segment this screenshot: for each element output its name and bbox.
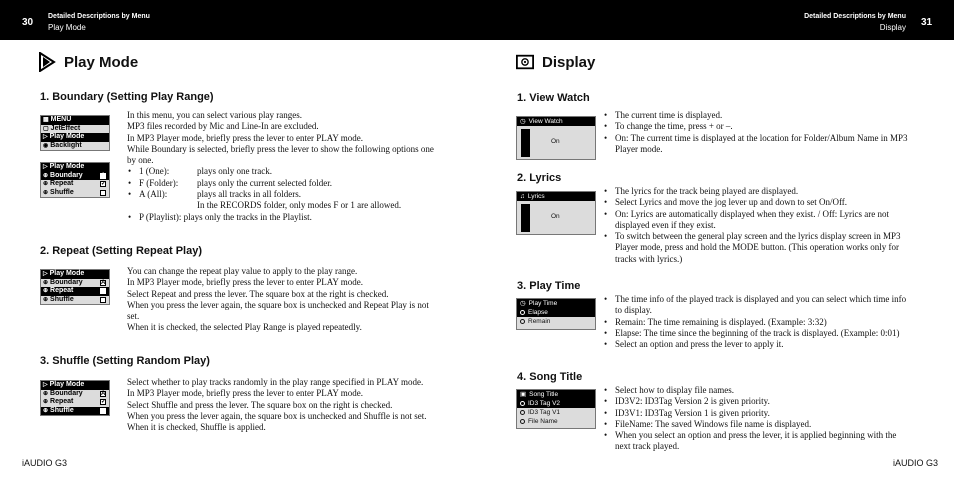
list-item: • ID3V2: ID3Tag Version 2 is given priority. — [603, 396, 913, 407]
paragraph: Select whether to play tracks randomly in the play range specified in PLAY mode. — [127, 377, 424, 387]
play-mode-title — [38, 52, 138, 72]
list-item: • 1 (One): plays only one track. — [127, 166, 437, 177]
list-item: • Remain: The time remaining is displayed. (Example: 3:32) — [603, 317, 913, 328]
song-title-heading: 4. Song Title — [517, 371, 583, 383]
paragraph: In MP3 Player mode, briefly press the lever to enter PLAY mode. — [127, 277, 364, 288]
clock-icon: ◷ — [520, 117, 526, 125]
play-time-screen — [516, 298, 596, 330]
screen-title: ◷ Play Time — [517, 299, 595, 308]
right-footer: iAUDIO G3 — [893, 458, 939, 468]
screen-row: ▢ JetEffect — [43, 124, 81, 132]
display-icon — [516, 52, 534, 72]
screen-bar — [521, 204, 530, 232]
list-item: • Select Lyrics and move the jog lever up and down to set On/Off. — [603, 197, 915, 208]
list-item: • To change the time, press + or –. — [603, 121, 913, 132]
lyrics-heading: 2. Lyrics — [517, 172, 562, 184]
screen-row: ⊕ Shuffle ✓ — [41, 407, 109, 416]
play-time-body — [603, 294, 913, 350]
screen-option: ID3 Tag V1 — [517, 408, 595, 417]
play-time-heading: 3. Play Time — [517, 280, 581, 292]
paragraph: You can change the repeat play value to apply to the play range. — [127, 266, 358, 276]
screen-option: ID3 Tag V2 — [517, 399, 595, 408]
repeat-body — [127, 266, 432, 334]
menu-screen — [40, 115, 110, 151]
display-title — [516, 52, 595, 72]
left-footer: iAUDIO G3 — [22, 458, 68, 468]
paragraph: When you press the lever again, the square box is unchecked and Shuffle is not set. — [127, 410, 427, 421]
list-item: • When you select an option and press the lever, it is applied beginning with the next track played. — [603, 430, 913, 453]
screen-row: ⊕ Boundary A — [43, 278, 106, 286]
repeat-screen — [40, 269, 110, 305]
list-item: • F (Folder): plays only the current selected folder. — [127, 178, 437, 189]
song-title-body — [603, 385, 913, 453]
music-icon: ♫ — [520, 192, 525, 200]
view-watch-body — [603, 110, 913, 155]
shuffle-body — [127, 377, 447, 433]
tag-icon: ▣ — [520, 390, 527, 398]
screen-row: ⊕ Boundary A — [41, 172, 109, 181]
list-item: • Select an option and press the lever to apply it. — [603, 339, 913, 350]
screen-value: On — [551, 138, 560, 145]
paragraph: MP3 files recorded by Mic and Line-In are excluded. — [127, 121, 319, 132]
screen-row: ⊕ Shuffle — [41, 296, 109, 305]
screen-row: ⊕ Repeat ✓ — [43, 398, 107, 406]
paragraph: When it is checked, the selected Play Range is played repeatedly. — [127, 322, 362, 333]
song-title-screen — [516, 389, 596, 429]
screen-row: ▷ Play Mode — [41, 133, 109, 142]
boundary-body — [127, 110, 437, 223]
paragraph: When you press the lever again, the square box is unchecked and Repeat Play is not set. — [127, 299, 429, 322]
lyrics-body — [603, 186, 915, 265]
screen-row: ▷ Play Mode — [41, 270, 109, 279]
list-item: • The current time is displayed. — [603, 110, 913, 121]
left-header — [48, 11, 150, 33]
list-item: • P (Playlist): plays only the tracks in the Playlist. — [127, 212, 437, 223]
clock-icon: ◷ — [520, 299, 526, 307]
paragraph: Select Shuffle and press the lever. The square box on the right is checked. — [127, 399, 393, 410]
screen-row: ⊕ Shuffle — [41, 189, 109, 198]
right-page-number: 31 — [921, 17, 933, 28]
list-item: • The time info of the played track is displayed and you can select which time info to display. — [603, 294, 913, 317]
list-item: • ID3V1: ID3Tag Version 1 is given priority. — [603, 408, 913, 419]
view-watch-screen — [516, 116, 596, 160]
right-header-line2: Display — [879, 23, 906, 32]
right-header — [804, 11, 906, 33]
list-item: • On: The current time is displayed at the location for Folder/Album Name in MP3 Player mode. — [603, 133, 913, 156]
lyrics-screen — [516, 191, 596, 235]
play-icon — [38, 52, 56, 72]
view-watch-heading: 1. View Watch — [517, 92, 590, 104]
list-item: • On: Lyrics are automatically displayed when they exist. / Off: Lyrics are not displayed even if they exist. — [603, 209, 915, 232]
screen-option: Elapse — [517, 308, 595, 317]
paragraph: When it is checked, Shuffle is applied. — [127, 422, 266, 433]
list-item: • The lyrics for the track being played are displayed. — [603, 186, 915, 197]
repeat-heading: 2. Repeat (Setting Repeat Play) — [40, 245, 202, 257]
screen-row: ◉ Backlight — [43, 141, 82, 149]
left-header-line1: Detailed Descriptions by Menu — [48, 13, 150, 20]
shuffle-heading: 3. Shuffle (Setting Random Play) — [40, 355, 210, 367]
paragraph: In MP3 Player mode, briefly press the lever to enter PLAY mode. — [127, 388, 364, 399]
screen-row: ▷ Play Mode — [41, 163, 109, 172]
left-header-line2: Play Mode — [48, 23, 86, 32]
screen-title: ◷ View Watch — [517, 117, 595, 126]
left-page-number: 30 — [22, 17, 34, 28]
screen-value: On — [551, 213, 560, 220]
paragraph: Select Repeat and press the lever. The square box at the right is checked. — [127, 288, 389, 299]
screen-option: File Name — [517, 417, 595, 426]
paragraph: In MP3 Player mode, briefly press the lever to enter PLAY mode. — [127, 132, 364, 143]
right-header-line1: Detailed Descriptions by Menu — [804, 13, 906, 20]
screen-row: ▷ Play Mode — [41, 381, 109, 390]
list-item: • To switch between the general play screen and the lyrics display screen in MP3 Player mode, press and hold the MODE button. (This operation works only for tracks with lyrics.) — [603, 231, 915, 265]
list-item: • FileName: The saved Windows file name is displayed. — [603, 419, 913, 430]
screen-row: ⊕ Repeat ✓ — [41, 287, 109, 296]
list-item: • Select how to display file names. — [603, 385, 913, 396]
list-item: • A (All): plays all tracks in all folders. In the RECORDS folder, only modes F or 1 are allowed. — [127, 189, 437, 212]
boundary-heading: 1. Boundary (Setting Play Range) — [40, 91, 214, 103]
screen-option: Remain — [517, 317, 595, 326]
paragraph: While Boundary is selected, briefly press the lever to show the following options one by one. — [127, 143, 434, 166]
screen-row: ⊕ Boundary A — [43, 389, 106, 397]
screen-row: ▦ MENU — [41, 116, 109, 125]
list-item: • Elapse: The time since the beginning of the track is displayed. (Example: 0:01) — [603, 328, 913, 339]
paragraph: In this menu, you can select various play ranges. — [127, 110, 302, 120]
screen-bar — [521, 129, 530, 157]
screen-row: ⊕ Repeat ✓ — [43, 180, 107, 188]
play-mode-title-text: Play Mode — [64, 53, 139, 71]
header-bar — [0, 0, 954, 40]
boundary-screen — [40, 162, 110, 198]
screen-title: ♫ Lyrics — [517, 192, 595, 201]
shuffle-screen — [40, 380, 110, 416]
display-title-text: Display — [542, 53, 596, 71]
screen-title: ▣ Song Title — [517, 390, 595, 399]
